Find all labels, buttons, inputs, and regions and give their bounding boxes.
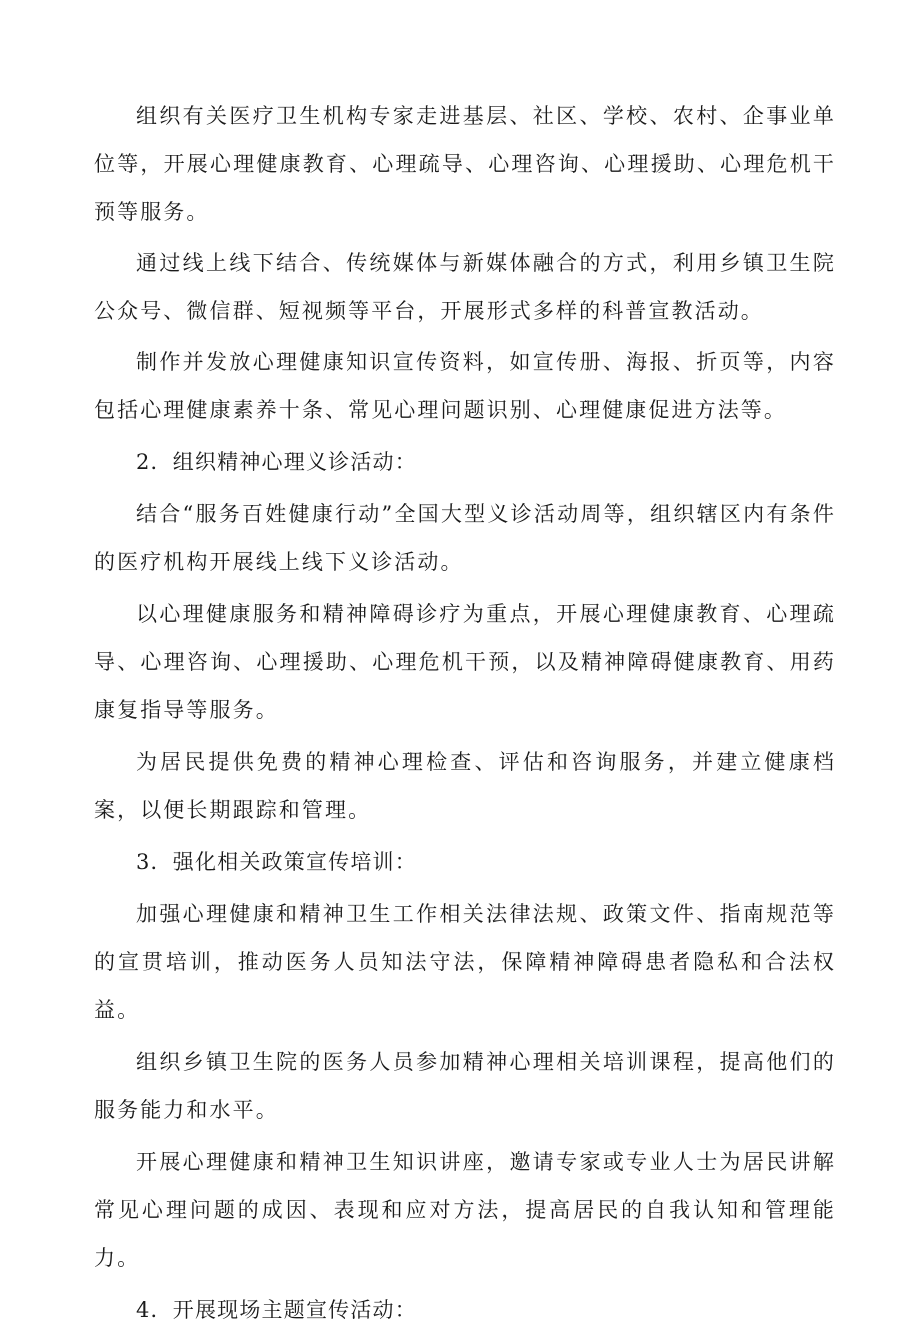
paragraph-expert-outreach: 组织有关医疗卫生机构专家走进基层、社区、学校、农村、企事业单位等，开展心理健康教育、心理疏导、心理咨询、心理援助、心理危机干预等服务。 (94, 104, 836, 224)
section-heading-4: 4．开展现场主题宣传活动： (136, 1298, 417, 1322)
paragraph-online-offline-publicity: 通过线上线下结合、传统媒体与新媒体融合的方式，利用乡镇卫生院公众号、微信群、短视频等平台，开展形式多样的科普宣教活动。 (94, 251, 836, 323)
paragraph-knowledge-lectures: 开展心理健康和精神卫生知识讲座，邀请专家或专业人士为居民讲解常见心理问题的成因、表现和应对方法，提高居民的自我认知和管理能力。 (94, 1150, 836, 1270)
section-heading-3: 3．强化相关政策宣传培训： (136, 850, 417, 874)
paragraph-free-assessment: 为居民提供免费的精神心理检查、评估和咨询服务，并建立健康档案，以便长期跟踪和管理。 (94, 750, 836, 822)
paragraph-promotional-materials: 制作并发放心理健康知识宣传资料，如宣传册、海报、折页等，内容包括心理健康素养十条、常见心理问题识别、心理健康促进方法等。 (94, 350, 836, 422)
paragraph-policy-training: 加强心理健康和精神卫生工作相关法律法规、政策文件、指南规范等的宣贯培训，推动医务人员知法守法，保障精神障碍患者隐私和合法权益。 (94, 902, 836, 1022)
section-heading-2: 2．组织精神心理义诊活动： (136, 450, 417, 474)
paragraph-free-clinic-week: 结合“服务百姓健康行动”全国大型义诊活动周等，组织辖区内有条件的医疗机构开展线上线下义诊活动。 (94, 502, 836, 574)
document-body (94, 92, 836, 1334)
paragraph-clinic-focus: 以心理健康服务和精神障碍诊疗为重点，开展心理健康教育、心理疏导、心理咨询、心理援助、心理危机干预，以及精神障碍健康教育、用药康复指导等服务。 (94, 602, 836, 722)
paragraph-staff-training: 组织乡镇卫生院的医务人员参加精神心理相关培训课程，提高他们的服务能力和水平。 (94, 1050, 836, 1122)
